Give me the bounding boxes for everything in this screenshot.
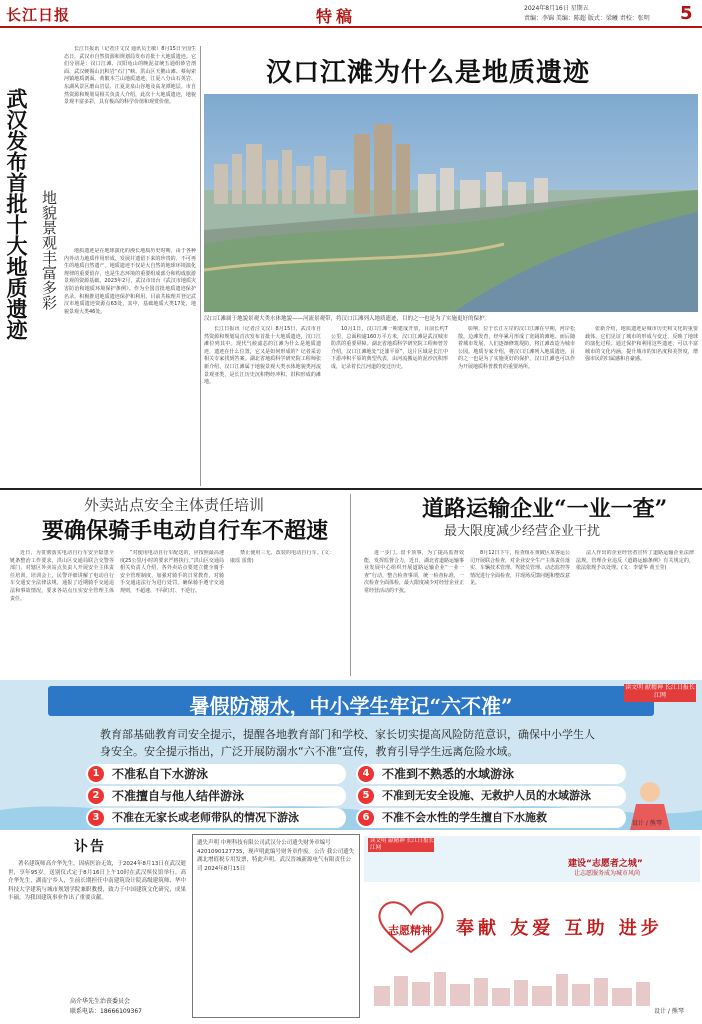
delivery-col-h	[120, 550, 224, 674]
left-subhead: 地貌景观丰富多彩	[40, 190, 58, 310]
paragraph: 8月12日下午，检查组在黄陂区某客运公司开展联合检查，对企业安全生产主体责任落实、车辆技术管理、驾驶员管理、动态监控等情况进行全面检查，并现场反馈问题和整改意见。	[470, 550, 570, 587]
left-headline: 武汉发布首批十大地质遗迹	[4, 88, 29, 340]
delivery-title: 要确保骑手电动自行车不超速	[42, 518, 329, 544]
banner-qr-logo: 读文明 献精神 长江日报长江网	[624, 684, 696, 702]
promo-subtitle: 让志愿服务成为城市风尚	[574, 870, 641, 877]
rule-item	[86, 764, 346, 784]
promo-title: 建设“志愿者之城”	[568, 859, 643, 869]
paragraph: 长江日报讯（记者汪文汉）8月15日，武汉市自然资源和规划局首次发布首批十大地质遗迹，汉口江滩位列其中。现代气候滤芯的江滩为什么是地质遗迹，遗迹在什么位置，它又是如何形成的？记者采访相关专家找到答案。湖北省地质科学研究院工程师张新介绍，汉口江滩属于地貌景观大类水体地貌类河流景观亚类，是长江历史沉积物经冲积、洪积形成的滩地。	[204, 326, 321, 386]
transport-col-j	[364, 550, 464, 674]
banner-intro: 教育部基础教育司安全提示，提醒各地教育部门和学校、家长切实提高风险防范意识，确保中小学生人身安全。安全提示指出，广泛开展防溺水“六不准”宣传，教育引导学生远离危险水域。	[100, 728, 595, 758]
rule-item	[86, 808, 346, 828]
rule-item	[86, 786, 346, 806]
paragraph: 法人作出的企业经营者宣传了道路运输企业法律法规。管理企业违反《道路运输条例》有关规定的，依法依规予以处理。(文：李蒙华 黄玉莹)	[576, 550, 694, 572]
staff-credits: 责编：李锦 美编：陈超 版式：梁曦 责校：张明	[524, 15, 650, 22]
transport-subtitle: 最大限度减少经营企业干扰	[444, 524, 601, 539]
main-article-col-c	[204, 326, 321, 484]
main-article-col-d	[331, 326, 448, 484]
obituary-contact: 联系电话：18666109367	[70, 1008, 142, 1015]
paragraph: 禁止使用三无、改装的电动自行车。(文：康瑶 雷蕾)	[230, 550, 334, 564]
section-divider	[0, 488, 702, 490]
volunteer-promo	[364, 836, 700, 1020]
paragraph: 长江日报讯（记者汪文汉 通讯员王敏）8月15日全国生态日，武汉市自然资源和规划局发布首批十大地质遗迹。它们分别是：汉口江滩、汉阳龟山的晚泥盆统五通组砂岩剖面、武汉硬锡山沉积岩“石门”峡、洪山区天鹅山滩、蔡甸索河镇地质剖面、黄陂木兰山地质遗迹、江夏八分山石英岩、东湖风景区磨山岩层、江夏龙泉山谷地及高龙潭地层。市自然资源和规划局相关负责人介绍，此次十大地质遗迹，地貌景观丰富多彩，具有极高的科学价值和观赏价值。	[64, 46, 196, 106]
rule-number: 4	[358, 766, 374, 782]
page-number: 5	[680, 3, 693, 24]
paragraph: 近日，为贯彻落实电动自行车安全隐患全链条整治工作要求，洪山区交通局联合交警等部门，对辖区外卖站点负责人开展安全主体责任培训。培训会上，民警详细讲解了电动自行车交通安全法律法规，通报了近期骑手交通违法和事故情况，要求各站点压实安全管理主体责任。	[10, 550, 114, 602]
paragraph: 张新介绍，地质遗迹是城市历史和文化的重要载体，它们见证了城市的形成与变迁，反映了地球的演化过程。通过保护和利用这些遗迹，可以丰富城市的文化内涵，提升城市的知名度和美誉度，增强市民的归属感和自豪感。	[585, 326, 698, 363]
delivery-col-g	[10, 550, 114, 674]
paragraph: 著名建筑师高介华先生，因病医治无效，于2024年8月13日在武汉逝世，享年95岁。送别仪式定于8月16日上午10时在武汉殡仪馆举行。高介华先生，湖南宁乡人，生前长期担任中南建筑设计院高级建筑师、华中科技大学建筑与城市规划学院兼职教授，致力于中国建筑文化研究，成果丰硕，为我国建筑事业作出了重要贡献。	[8, 861, 186, 901]
transport-col-l	[576, 550, 694, 674]
river-beach-photo	[204, 94, 698, 312]
rule-text: 不准到无安全设施、无救护人员的水域游泳	[382, 789, 591, 802]
obituary-signature: 高介华先生治丧委员会	[70, 998, 131, 1005]
rule-text: 不准在无家长或老师带队的情况下游泳	[112, 811, 299, 824]
rule-number: 2	[88, 788, 104, 804]
drowning-prevention-banner	[0, 680, 702, 830]
main-article-title: 汉口江滩为什么是地质遗迹	[266, 58, 591, 88]
rule-item	[356, 808, 626, 828]
column-divider	[350, 494, 351, 676]
column-divider	[200, 46, 201, 486]
rule-number: 1	[88, 766, 104, 782]
banner-credit: 设计 / 熊琴	[632, 820, 662, 827]
notice-box	[192, 834, 360, 1018]
notice-text: 遗失声明 中理科技有限公司武汉分公司遗失财务章编号4201090127735，现声明此编号财务章作废。公告 我公司遗失湖北增值税专用发票，特此声明。武汉晋城新源电气有限责任公司 2024年8月15日	[197, 840, 355, 872]
city-riverside-illustration	[204, 94, 698, 312]
section-title: 特稿	[316, 7, 357, 26]
main-article-col-f	[585, 326, 698, 484]
delivery-kicker: 外卖站点安全主体责任培训	[84, 496, 265, 514]
city-skyline-icon	[364, 966, 700, 1006]
transport-col-k	[470, 550, 570, 674]
promo-spirit: 志愿精神	[388, 924, 432, 937]
rule-number: 6	[358, 810, 374, 826]
paragraph: 影响，位于长江左岸的汉口江滩在早期，河岸松散，边滩发育，经年累月形成了宽阔的滩地。而后随着城市发展，人们逐渐修筑堤防，将江滩改造为城市公园。地质专家介绍，将汉口江滩列入地质遗迹，目的之一也是为了实施更好的保护，汉口江滩也可以作为开展地质科普教育的重要场所。	[458, 326, 575, 370]
issue-date: 2024年8月16日 星期五	[524, 5, 589, 12]
left-article-col-b	[64, 248, 196, 484]
main-article-col-e	[458, 326, 575, 484]
rule-text: 不准私自下水游泳	[112, 767, 209, 781]
paragraph: 地质遗迹是在地球演化的漫长地质历史时期，由于各种内外动力地质作用形成、发展并遗留下来的珍贵的、不可再生的地质自然遗产。地质遗迹不仅是大自然的地球环境演化规律的重要留存，也是生态环境的重要组成部分和构成旅游景观的资源基础。2023年2月，武汉市出台《武汉市地质灾害防治和地质环境保护条例》。作为全国首批地质遗迹保护名录，积极推进地质遗迹保护和利用，目前共梳理并登记武汉市地质遗迹资源点63处，其中，基础地质大类17处，地貌景观大类46处。	[64, 248, 196, 315]
rule-item	[356, 786, 626, 806]
obituary-body	[8, 860, 186, 976]
rule-text: 不准到不熟悉的水域游泳	[382, 767, 515, 781]
rule-item	[356, 764, 626, 784]
photo-caption: 汉口江滩属于地貌景观大类水体地貌——河流景观带，将汉口江滩列入地质遗迹，目的之一也是为了实施更好的保护。	[204, 316, 491, 322]
page-header	[0, 0, 702, 28]
rule-number: 5	[358, 788, 374, 804]
rule-text: 不准不会水性的学生擅自下水施救	[382, 811, 547, 824]
promo-qr-label: 读文明 献精神 长江日报长江网	[370, 838, 434, 851]
paragraph: 进一步门，盘卡顶事，为了提高监督效能，发挥监督合力，近日，湖北省道路运输事业发展中心组织开展道路运输企业“一业一查”行动，整合检查事项，统一检查标准，一次检查全面体检，最大限度减少对经营企业正常经营活动的干扰。	[364, 550, 464, 594]
delivery-col-i	[230, 550, 334, 674]
rule-text: 不准擅自与他人结伴游泳	[112, 789, 245, 803]
banner-title-band	[48, 686, 654, 716]
rule-number: 3	[88, 810, 104, 826]
transport-title: 道路运输企业“一业一查”	[422, 496, 668, 522]
paragraph: 10月1日，汉口江滩一期建成开放，目前长约7公里，总面积逾160万平方米，汉口江滩是武汉城市防洪的重要屏障。湖北省地质科学研究院工程师曾芳介绍，汉口江滩地处“泛滥平原”，这片区域是长江中下游冲积平原的典型代表，由河流搬运的泥沙沉积形成，记录着长江河道的变迁历史。	[331, 326, 448, 370]
masthead-logo: 长江日报	[6, 6, 71, 24]
promo-credit: 设计 / 熊琴	[654, 1008, 684, 1015]
banner-title: 暑假防溺水，中小学生牢记“六不准”	[189, 694, 513, 718]
paragraph: “对使用电动自行车配送的，应按照最高速度25公里/小时的要求严格执行。”洪山区交通局相关负责人介绍，各外卖站点要建立健全骑手安全管理制度，加强对骑手的日常教育，对骑手交通违法行为进行处罚，确保骑手遵守交通规则，不超速、不闯红灯、不逆行。	[120, 550, 224, 594]
obituary-title: 讣告	[74, 839, 106, 855]
promo-motto: 奉献 友爱 互助 进步	[456, 918, 663, 939]
